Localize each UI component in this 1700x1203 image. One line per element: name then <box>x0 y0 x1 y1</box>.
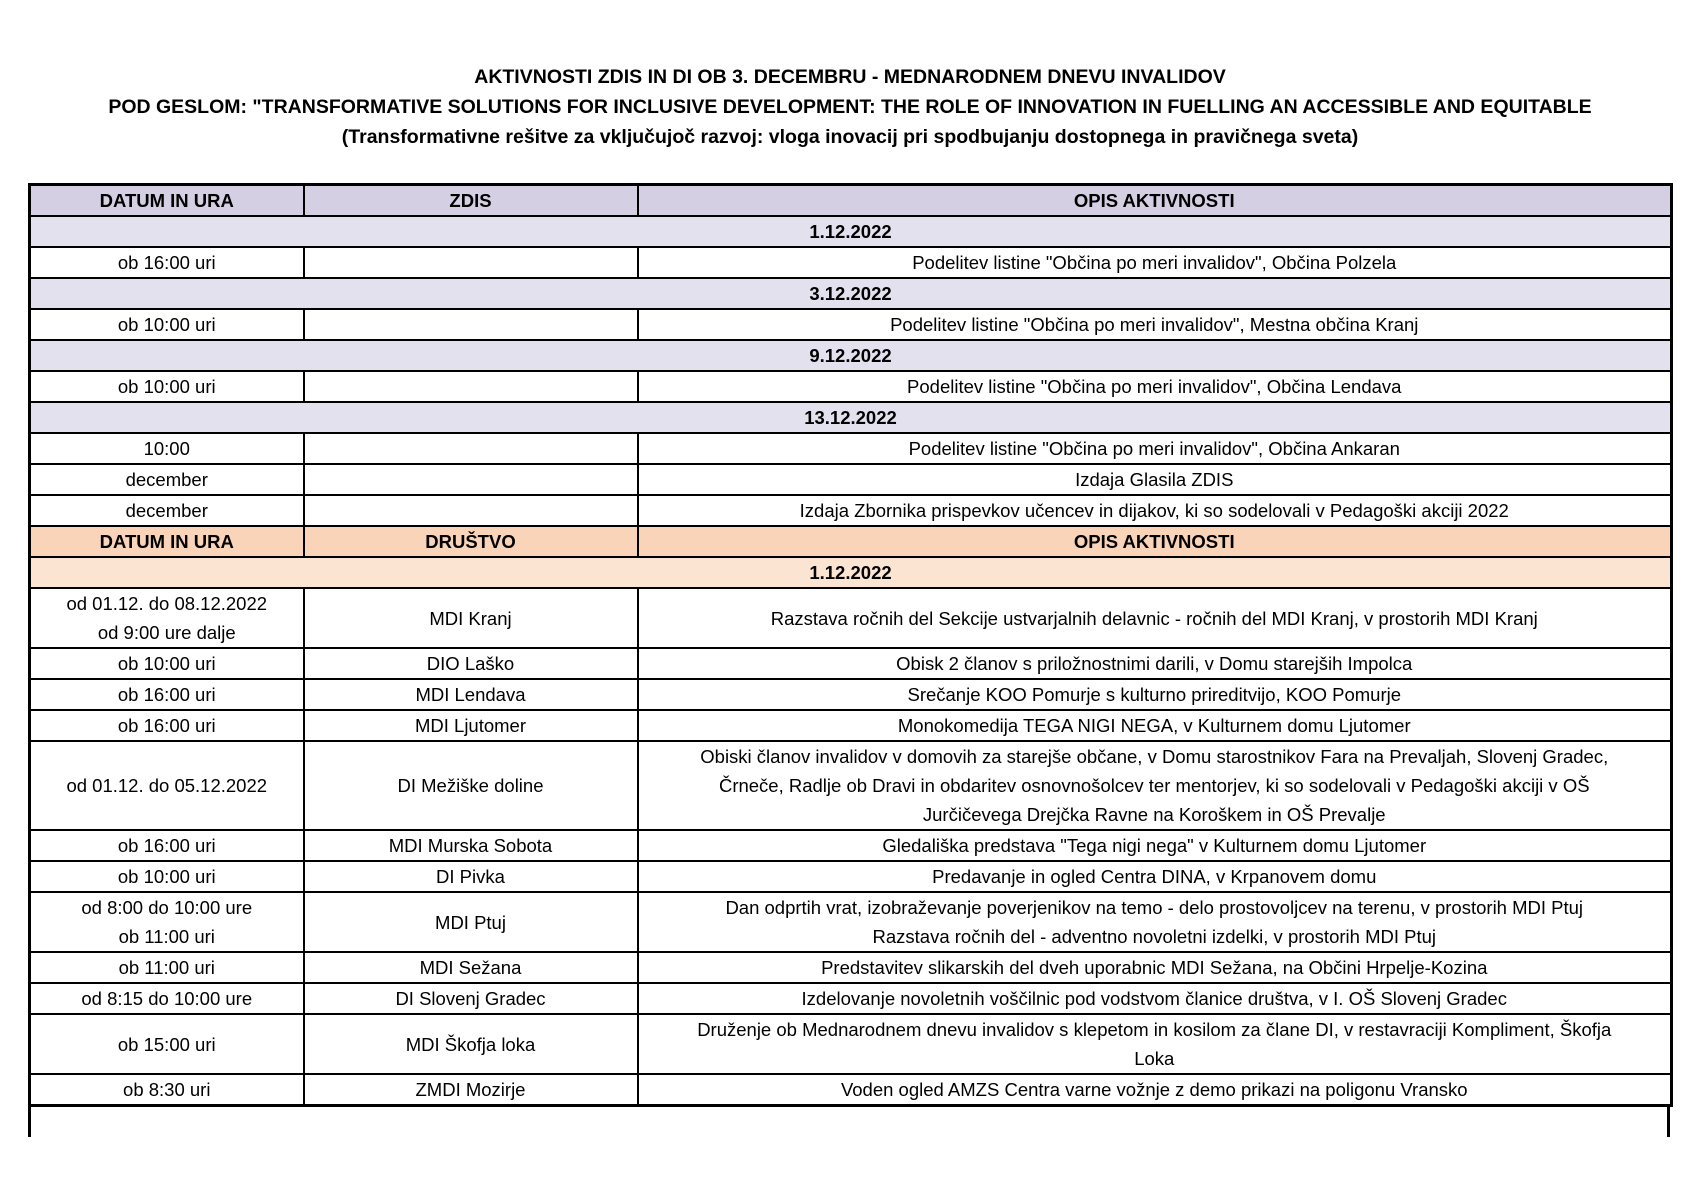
org-cell <box>304 495 638 526</box>
description-cell: Obisk 2 članov s priložnostnimi darili, v Domu starejših Impolca <box>638 648 1672 679</box>
description-cell: Razstava ročnih del Sekcije ustvarjalnih delavnic - ročnih del MDI Kranj, v prostorih MDI Kranj <box>638 588 1672 648</box>
org-cell: DI Slovenj Gradec <box>304 983 638 1014</box>
table-row <box>30 1074 1672 1106</box>
description-cell: Izdaja Glasila ZDIS <box>638 464 1672 495</box>
org-cell: MDI Kranj <box>304 588 638 648</box>
time-cell: ob 10:00 uri <box>30 371 304 402</box>
description-line: Druženje ob Mednarodnem dnevu invalidov s klepetom in kosilom za člane DI, v restavraciji Kompliment, Škofja <box>697 1019 1612 1040</box>
org-cell: MDI Sežana <box>304 952 638 983</box>
org-cell: DI Pivka <box>304 861 638 892</box>
table-row <box>30 861 1672 892</box>
date-group-label: 13.12.2022 <box>30 402 1672 433</box>
description-cell: Predavanje in ogled Centra DINA, v Krpanovem domu <box>638 861 1672 892</box>
description-cell: Izdelovanje novoletnih voščilnic pod vodstvom članice društva, v I. OŠ Slovenj Gradec <box>638 983 1672 1014</box>
time-cell: ob 10:00 uri <box>30 648 304 679</box>
description-cell: Podelitev listine "Občina po meri invalidov", Občina Ankaran <box>638 433 1672 464</box>
column-header-description: OPIS AKTIVNOSTI <box>638 526 1672 557</box>
drustvo-header-row <box>30 526 1672 557</box>
date-group-row <box>30 278 1672 309</box>
activities-table <box>28 183 1673 1107</box>
org-cell <box>304 464 638 495</box>
time-cell: ob 16:00 uri <box>30 710 304 741</box>
table-row <box>30 464 1672 495</box>
date-group-label: 1.12.2022 <box>30 216 1672 247</box>
column-header-date: DATUM IN URA <box>30 526 304 557</box>
column-header-society: DRUŠTVO <box>304 526 638 557</box>
org-cell: MDI Lendava <box>304 679 638 710</box>
column-header-zdis: ZDIS <box>304 185 638 217</box>
description-cell: Monokomedija TEGA NIGI NEGA, v Kulturnem domu Ljutomer <box>638 710 1672 741</box>
zdis-header-row <box>30 185 1672 217</box>
time-cell: ob 16:00 uri <box>30 247 304 278</box>
org-cell <box>304 371 638 402</box>
description-line: Jurčičevega Drejčka Ravne na Koroškem in OŠ Prevalje <box>922 804 1386 825</box>
table-row <box>30 892 1672 952</box>
date-group-label: 3.12.2022 <box>30 278 1672 309</box>
time-cell: od 01.12. do 05.12.2022 <box>30 741 304 830</box>
org-cell: MDI Škofja loka <box>304 1014 638 1074</box>
table-row <box>30 710 1672 741</box>
description-cell: Izdaja Zbornika prispevkov učencev in dijakov, ki so sodelovali v Pedagoški akciji 2022 <box>638 495 1672 526</box>
org-cell <box>304 247 638 278</box>
org-cell: MDI Murska Sobota <box>304 830 638 861</box>
table-row <box>30 1014 1672 1074</box>
description-cell: Srečanje KOO Pomurje s kulturno prireditvijo, KOO Pomurje <box>638 679 1672 710</box>
table-row <box>30 433 1672 464</box>
table-row <box>30 952 1672 983</box>
description-line: Obiski članov invalidov v domovih za starejše občane, v Domu starostnikov Fara na Prevaljah, Slovenj Gradec, <box>700 746 1609 767</box>
table-row <box>30 247 1672 278</box>
table-row <box>30 741 1672 830</box>
time-cell: ob 15:00 uri <box>30 1014 304 1074</box>
date-group-row <box>30 557 1672 588</box>
description-cell <box>638 1014 1672 1074</box>
description-cell: Voden ogled AMZS Centra varne vožnje z demo prikazi na poligonu Vransko <box>638 1074 1672 1106</box>
table-row <box>30 679 1672 710</box>
title-line-1: AKTIVNOSTI ZDIS IN DI OB 3. DECEMBRU - MEDNARODNEM DNEVU INVALIDOV <box>474 66 1226 88</box>
time-cell: ob 8:30 uri <box>30 1074 304 1106</box>
date-group-label: 1.12.2022 <box>30 557 1672 588</box>
description-cell: Predstavitev slikarskih del dveh uporabnic MDI Sežana, na Občini Hrpelje-Kozina <box>638 952 1672 983</box>
org-cell: ZMDI Mozirje <box>304 1074 638 1106</box>
time-line: od 01.12. do 08.12.2022 <box>66 593 268 614</box>
description-cell: Gledališka predstava "Tega nigi nega" v Kulturnem domu Ljutomer <box>638 830 1672 861</box>
description-cell: Podelitev listine "Občina po meri invalidov", Mestna občina Kranj <box>638 309 1672 340</box>
description-cell: Podelitev listine "Občina po meri invalidov", Občina Lendava <box>638 371 1672 402</box>
time-cell: ob 10:00 uri <box>30 861 304 892</box>
time-cell <box>30 892 304 952</box>
time-cell: ob 11:00 uri <box>30 952 304 983</box>
org-cell <box>304 309 638 340</box>
date-group-label: 9.12.2022 <box>30 340 1672 371</box>
time-line: od 9:00 ure dalje <box>97 622 236 643</box>
time-cell <box>30 588 304 648</box>
time-line: ob 11:00 uri <box>118 926 215 947</box>
time-cell: ob 10:00 uri <box>30 309 304 340</box>
org-cell: DI Mežiške doline <box>304 741 638 830</box>
description-cell: Podelitev listine "Občina po meri invalidov", Občina Polzela <box>638 247 1672 278</box>
date-group-row <box>30 402 1672 433</box>
org-cell: MDI Ljutomer <box>304 710 638 741</box>
table-row <box>30 495 1672 526</box>
description-line: Razstava ročnih del - adventno novoletni izdelki, v prostorih MDI Ptuj <box>872 926 1436 947</box>
org-cell: MDI Ptuj <box>304 892 638 952</box>
document-header <box>0 62 1700 152</box>
table-row <box>30 371 1672 402</box>
table-row <box>30 648 1672 679</box>
time-cell: 10:00 <box>30 433 304 464</box>
table-row <box>30 309 1672 340</box>
description-cell <box>638 892 1672 952</box>
time-line: od 8:00 do 10:00 ure <box>81 897 253 918</box>
title-line-3: (Transformativne rešitve za vključujoč razvoj: vloga inovacij pri spodbujanju dostopnega in pravičnega sveta) <box>341 126 1359 148</box>
time-cell: ob 16:00 uri <box>30 830 304 861</box>
table-continuation <box>28 1107 1670 1137</box>
time-cell: december <box>30 464 304 495</box>
time-cell: od 8:15 do 10:00 ure <box>30 983 304 1014</box>
description-line: Dan odprtih vrat, izobraževanje poverjenikov na temo - delo prostovoljcev na terenu, v prostorih MDI Ptuj <box>725 897 1584 918</box>
date-group-row <box>30 340 1672 371</box>
column-header-description: OPIS AKTIVNOSTI <box>638 185 1672 217</box>
time-cell: ob 16:00 uri <box>30 679 304 710</box>
time-cell: december <box>30 495 304 526</box>
table-row <box>30 983 1672 1014</box>
column-header-date: DATUM IN URA <box>30 185 304 217</box>
title-line-2: POD GESLOM: "TRANSFORMATIVE SOLUTIONS FOR INCLUSIVE DEVELOPMENT: THE ROLE OF INNOVATION IN FUELLING AN ACCESSIBLE AND EQUITABLE <box>108 96 1592 118</box>
org-cell: DIO Laško <box>304 648 638 679</box>
date-group-row <box>30 216 1672 247</box>
description-cell <box>638 741 1672 830</box>
table-row <box>30 830 1672 861</box>
description-line: Loka <box>1134 1048 1175 1069</box>
description-line: Črneče, Radlje ob Dravi in obdaritev osnovnošolcev ter mentorjev, ki so sodelovali v Pedagoški akciji v OŠ <box>718 775 1590 796</box>
table-row <box>30 588 1672 648</box>
org-cell <box>304 433 638 464</box>
